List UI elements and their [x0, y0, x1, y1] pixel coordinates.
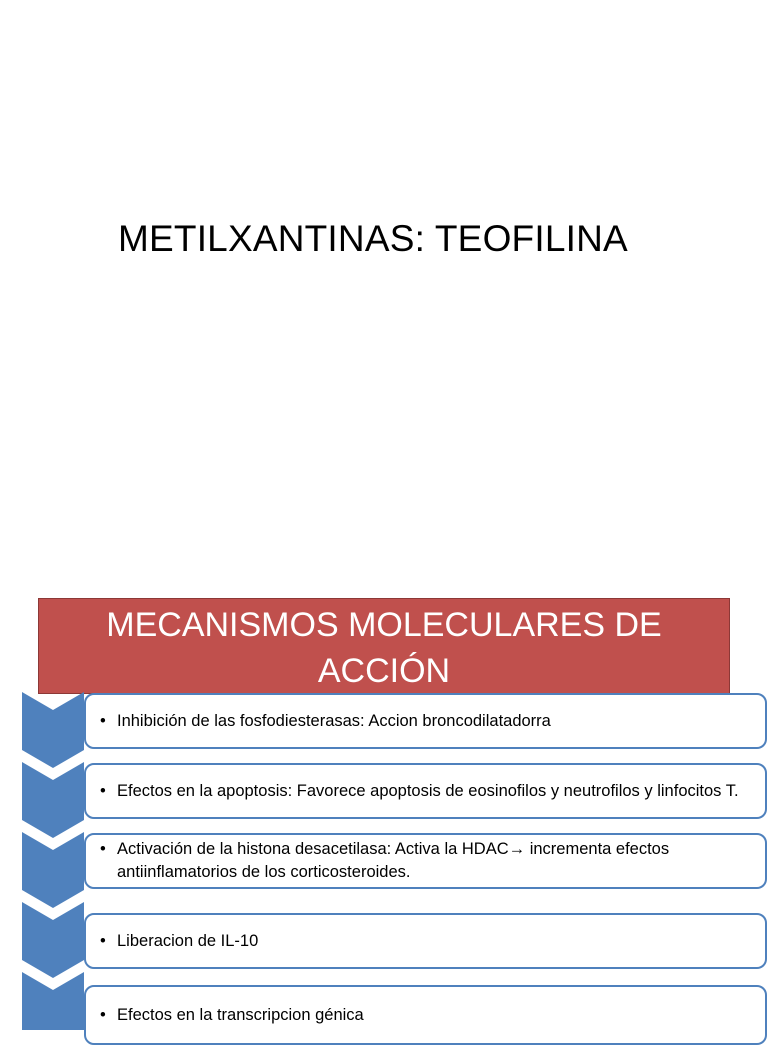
chevron-icon: [22, 902, 84, 978]
list-item: [84, 985, 767, 1045]
list-item: [84, 913, 767, 969]
chevron-icon: [22, 692, 84, 768]
list-item: [84, 833, 767, 889]
list-item-text: Efectos en la transcripcion génica: [117, 1005, 364, 1024]
chevron-icon: [22, 832, 84, 908]
section-header-line-2: ACCIÓN: [317, 652, 451, 690]
list-item-text: Activación de la histona desacetilasa: Activa la HDAC→ incrementa efectos antiinflamatorios de los corticosteroides.: [117, 840, 670, 881]
list-item: [84, 763, 767, 819]
list-item-text: Inhibición de las fosfodiesterasas: Accion broncodilatadorra: [117, 711, 551, 730]
chevron-icon: [22, 972, 84, 1030]
list-item: [84, 693, 767, 749]
chevron-icon: [22, 762, 84, 838]
bullet-icon: •: [100, 711, 106, 730]
bullet-icon: •: [100, 840, 106, 858]
chevron-column: [22, 690, 86, 1030]
section-header-line-1: MECANISMOS MOLECULARES DE: [106, 606, 662, 644]
bullet-icon: •: [100, 781, 106, 800]
slide-title: METILXANTINAS: TEOFILINA: [118, 218, 628, 259]
section-header: [38, 598, 730, 694]
list-item-text: Liberacion de IL-10: [117, 931, 259, 950]
bullet-icon: •: [100, 1005, 106, 1024]
list-item-text: Efectos en la apoptosis: Favorece apoptosis de eosinofilos y neutrofilos y linfocitos T.: [117, 781, 739, 800]
bullet-icon: •: [100, 931, 106, 950]
